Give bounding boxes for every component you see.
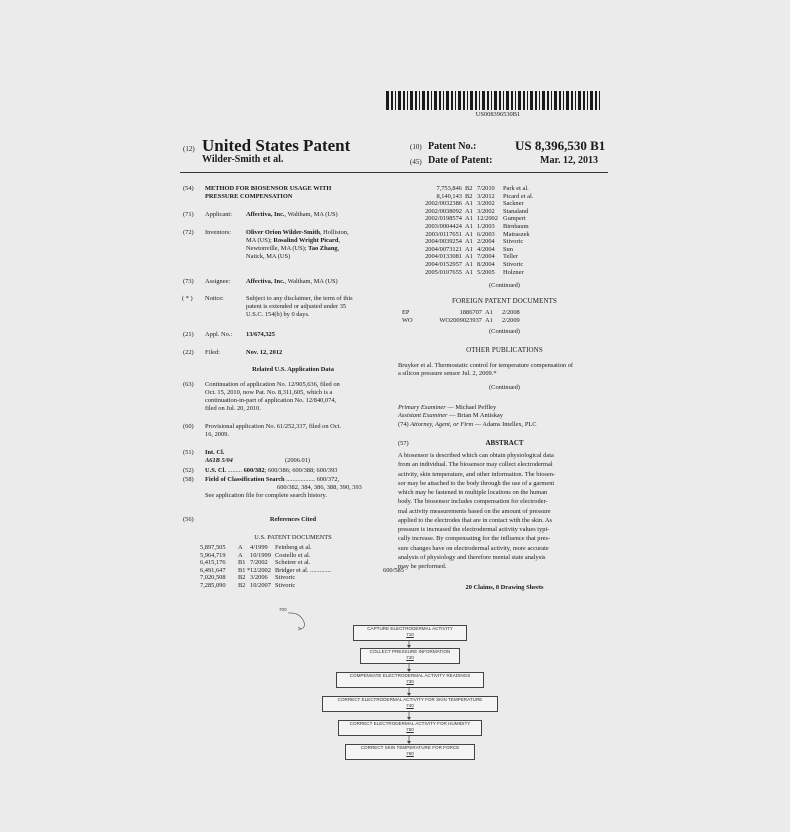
abstract-line: body. The biosensor includes compensation for electroder- [398, 498, 548, 506]
step-label: CORRECT ELECTRODERMAL ACTIVITY FOR SKIN TEMPERATURE [337, 697, 483, 702]
inventor-2: Rosalind Wright Picard [273, 237, 339, 244]
ref-kind: B1 * [238, 566, 251, 574]
other-pub-line1: Bruyker et al. Thermostatic control for temperature compensation of [398, 362, 574, 369]
ref-number: 6,415,176 [200, 559, 226, 567]
ref-number: 2003/0117651 [425, 230, 462, 238]
abstract-line: pressure is increased the electrodermal activity values typi- [398, 526, 550, 533]
date-label: Date of Patent: [428, 155, 493, 166]
applicant-name: Affectiva, Inc. [246, 211, 285, 218]
notice-line3: U.S.C. 154(b) by 0 days. [246, 311, 310, 318]
field-22-code: (22) [183, 349, 194, 356]
ref-name: Matraszek [503, 230, 530, 238]
notice-label: Notice: [205, 295, 224, 302]
ref-number: 2005/0107655 [425, 268, 462, 276]
flowchart-step [353, 625, 467, 641]
applicant-label: Applicant: [205, 211, 232, 218]
ref-class: 600/585 [383, 566, 404, 574]
ref-name: Park et al. [503, 185, 529, 192]
patent-no-label: Patent No.: [428, 141, 477, 152]
code-12: (12) [183, 145, 195, 153]
abstract-line: applied to the electrodes that are in contact with the skin. As [398, 516, 553, 524]
ref-date: 3/2006 [250, 574, 268, 582]
abstract-line: sor may be attached to the body through the use of a garment [398, 479, 555, 487]
ref-number: 5,897,505 [200, 544, 226, 551]
invention-title-line1: METHOD FOR BIOSENSOR USAGE WITH [205, 185, 332, 192]
step-number: 710 [406, 632, 414, 637]
ref-name: Bridger et al. ............. [275, 566, 331, 574]
notice-line2: patent is extended or adjusted under 35 [246, 303, 347, 310]
search-field-val1: 600/372, [316, 476, 340, 483]
field-71-code: (71) [183, 211, 194, 218]
ref-name: Stivoric [503, 261, 524, 268]
continuation-line2: Oct. 15, 2010, now Pat. No. 8,311,605, which is a [205, 389, 333, 396]
ref-number: 2004/0152957 [425, 261, 462, 268]
ref-kind: B2 [465, 192, 473, 200]
appl-no-label: Appl. No.: [205, 331, 233, 338]
ref-number: 2002/0032386 [425, 200, 462, 208]
assignee-name: Affectiva, Inc. [246, 278, 285, 285]
search-field-label: Field of Classification Search [205, 476, 285, 483]
ref-name: Stanaland [503, 207, 529, 215]
ref-number: 2004/0073121 [425, 245, 462, 253]
flowchart-step [322, 696, 498, 712]
ref-date: 4/2004 [477, 245, 495, 253]
applicant-location: , Waltham, MA (US) [284, 211, 338, 218]
ref-kind: A1 [465, 268, 473, 276]
field-52-code: (52) [183, 467, 194, 474]
ref-name: Birnbaum [503, 223, 529, 230]
continuation-line3: continuation-in-part of application No. 12/840,074, [205, 397, 337, 404]
search-field-line3: See application file for complete search history. [205, 492, 327, 499]
abstract-line: activity, skin temperature, and other information. The biosen- [398, 470, 556, 478]
us-docs-heading: U.S. PATENT DOCUMENTS [254, 534, 332, 541]
inventors-line4: Natick, MA (US) [246, 253, 291, 260]
ref-leader-arrow [298, 627, 301, 630]
assistant-examiner-name: — Brian M Antiskay [447, 412, 503, 419]
field-63-code: (63) [183, 381, 194, 388]
ref-number: 2003/0004424 [425, 223, 462, 230]
field-54-code: (54) [183, 185, 194, 192]
patent-title: United States Patent [202, 136, 351, 155]
step-label: CAPTURE ELECTRODERMAL ACTIVITY [367, 626, 453, 631]
invention-title-line2: PRESSURE COMPENSATION [205, 193, 293, 200]
field-74-code: (74) [398, 421, 409, 428]
flowchart-step [345, 744, 475, 760]
step-number: 740 [406, 703, 414, 708]
continuation-line1: Continuation of application No. 12/905,636, filed on [205, 381, 340, 388]
abstract-heading: ABSTRACT [485, 439, 524, 447]
comma: , [337, 245, 340, 252]
ref-date: 12/2002 [477, 215, 498, 223]
ref-date: 4/1999 [250, 544, 268, 551]
ref-date: 12/2002 [250, 566, 271, 574]
ref-name: Stivoric [275, 574, 296, 582]
ref-number: 2002/0038092 [425, 207, 462, 215]
provisional-line2: 16, 2009. [205, 431, 229, 438]
ref-number: WO2009023937 [439, 316, 482, 324]
step-number: 730 [406, 679, 414, 684]
abstract-line: cally increase. By compensating for the influence that pres- [398, 535, 551, 543]
ref-date: 10/2007 [250, 582, 271, 589]
appl-no-value: 13/674,325 [246, 331, 275, 338]
inventor-3: Tao Zhang [308, 245, 338, 252]
barcode-number: US008396530B1 [475, 111, 521, 118]
ref-number: 2002/0198574 [425, 215, 462, 223]
leader-dots: ......... [227, 467, 242, 474]
ref-kind: A1 [465, 215, 473, 223]
comma: , [338, 237, 341, 244]
ref-date: 8/2004 [477, 261, 495, 268]
search-field-line2: 600/382, 384, 386, 388, 390, 393 [277, 484, 362, 491]
abstract-line: sure changes have on electrodermal activity, more accurate [398, 544, 549, 552]
flowchart-step [338, 720, 482, 736]
abstract-line: A biosensor is described which can obtain physiological data [398, 452, 554, 459]
ref-office: WO [402, 316, 413, 324]
ref-date: 3/2002 [477, 207, 495, 215]
code-10: (10) [410, 143, 422, 151]
ref-date: 10/1999 [250, 551, 271, 559]
ref-kind: A1 [465, 245, 473, 253]
ref-date: 7/2004 [477, 253, 495, 261]
notice-code: ( * ) [182, 295, 193, 302]
provisional-line1: Provisional application No. 61/252,337, filed on Oct. [205, 423, 341, 430]
references-heading: References Cited [269, 516, 317, 523]
ref-number: 8,140,143 [436, 192, 462, 200]
step-label: COMPENSATE ELECTRODERMAL ACTIVITY READINGS [349, 673, 471, 678]
foreign-heading: FOREIGN PATENT DOCUMENTS [451, 297, 558, 305]
ref-kind: A [238, 544, 243, 551]
int-cl-class: A61B 5/04 [205, 457, 233, 464]
flowchart-step [336, 672, 484, 688]
ref-date: 5/2005 [477, 268, 495, 276]
attorney-label: Attorney, Agent, or Firm [410, 421, 474, 428]
abstract-line: which may be fastened in multiple locations on the human [398, 489, 548, 496]
continued-3: (Continued) [489, 384, 520, 391]
ref-number: 7,753,846 [436, 185, 462, 192]
ref-kind: A1 [485, 309, 493, 316]
inventor-1-loc2: MA (US); [246, 237, 274, 244]
step-number: 750 [406, 727, 414, 732]
filed-label: Filed: [205, 349, 220, 356]
ref-number: 2004/0039254 [425, 238, 462, 246]
step-label: CORRECT ELECTRODERMAL ACTIVITY FOR HUMIDITY [349, 721, 471, 726]
ref-kind: A1 [485, 316, 493, 324]
abstract-line: may be performed. [398, 563, 447, 570]
attorney-name: — Adams Intellex, PLC [473, 421, 537, 428]
patent-date: Mar. 12, 2013 [540, 155, 598, 166]
notice-line1: Subject to any disclaimer, the term of this [246, 295, 353, 302]
ref-leader-line [288, 613, 305, 629]
step-number: 760 [406, 751, 414, 756]
ref-kind: A1 [465, 253, 473, 261]
ref-number: 6,491,647 [200, 566, 226, 574]
other-pub-line2: a silicon pressure sensor Jul. 2, 2009.* [398, 370, 497, 377]
other-pub-heading: OTHER PUBLICATIONS [466, 346, 543, 354]
ref-name: Sun [503, 245, 513, 253]
ref-number: 7,020,508 [200, 574, 226, 582]
ref-date: 6/2003 [477, 230, 495, 238]
ref-date: 3/2002 [477, 200, 495, 208]
ref-kind: A [238, 551, 243, 559]
ref-date: 7/2002 [250, 559, 268, 567]
ref-name: Costello et al. [275, 551, 311, 559]
int-cl-label: Int. Cl. [205, 449, 225, 456]
us-cl-main: 600/382 [243, 467, 265, 474]
ref-name: Stivoric [275, 582, 296, 589]
inventor-2-loc: Newtonville, MA (US); [246, 245, 309, 252]
ref-name: Teller [503, 253, 518, 261]
patent-number: US 8,396,530 B1 [515, 138, 606, 153]
ref-name: Stivoric [503, 238, 524, 246]
ref-kind: A1 [465, 230, 473, 238]
ref-kind: A1 [465, 200, 473, 208]
ref-name: Scheirer et al. [275, 559, 311, 567]
ref-date: 3/2012 [477, 192, 495, 200]
field-56-code: (56) [183, 516, 194, 523]
field-57-code: (57) [398, 440, 409, 447]
ref-date: 1/2003 [477, 223, 495, 230]
ref-number: 7,285,090 [200, 582, 226, 589]
assignee-location: , Waltham, MA (US) [284, 278, 338, 285]
us-cl-rest: ; 600/386; 600/388; 600/393 [264, 467, 338, 474]
ref-kind: A1 [465, 207, 473, 215]
ref-date: 2/2008 [502, 309, 520, 316]
ref-date: 7/2010 [477, 185, 495, 192]
ref-number: 1886707 [459, 309, 482, 316]
primary-examiner-label: Primary Examiner [398, 404, 446, 411]
continued-1: (Continued) [489, 282, 520, 289]
assistant-examiner-label: Assistant Examiner [398, 412, 448, 419]
abstract-line: mal activity measurements based on the amount of pressure [398, 507, 551, 515]
related-heading: Related U.S. Application Data [252, 366, 334, 373]
flowchart-step [360, 648, 460, 664]
ref-date: 2/2009 [502, 316, 520, 324]
ref-kind: B2 [465, 185, 473, 192]
inventor-1: Oliver Orion Wilder-Smith [246, 229, 320, 236]
assignee-label: Assignee: [205, 278, 231, 285]
filed-value: Nov. 12, 2012 [246, 349, 283, 356]
abstract-line: from an individual. The biosensor may collect electrodermal [398, 461, 553, 469]
field-58-code: (58) [183, 476, 194, 483]
ref-name: Sackner [503, 200, 524, 208]
field-72-code: (72) [183, 229, 194, 236]
ref-kind: A1 [465, 238, 473, 246]
primary-examiner-name: — Michael Peffley [445, 404, 497, 411]
ref-name: Holzner [503, 268, 524, 276]
ref-kind: A1 [465, 261, 473, 268]
ref-name: Feinberg et al. [275, 544, 312, 551]
continuation-line4: filed on Jul. 20, 2010. [205, 405, 261, 412]
leader-dots: .................. [286, 476, 315, 483]
ref-name: Picard et al. [503, 192, 534, 200]
continued-2: (Continued) [489, 328, 520, 335]
claims-count: 20 Claims, 8 Drawing Sheets [465, 584, 544, 591]
inventors-label: Inventors: [205, 229, 231, 236]
flowchart-ref-number: 700 [279, 607, 287, 612]
step-number: 720 [406, 655, 414, 660]
ref-office: EP [402, 309, 410, 316]
int-cl-year: (2006.01) [285, 457, 311, 464]
field-60-code: (60) [183, 423, 194, 430]
step-label: CORRECT SKIN TEMPERATURE FOR FORCE [360, 745, 460, 750]
code-45: (45) [410, 158, 422, 166]
ref-kind: B2 [238, 582, 246, 589]
field-73-code: (73) [183, 278, 194, 285]
us-cl-label: U.S. Cl. [205, 467, 226, 474]
ref-name: Gumpert [503, 215, 526, 223]
ref-kind: A1 [465, 223, 473, 230]
ref-kind: B2 [238, 574, 246, 582]
ref-number: 5,964,719 [200, 551, 226, 559]
inventor-short: Wilder-Smith et al. [202, 154, 284, 165]
field-21-code: (21) [183, 331, 194, 338]
field-51-code: (51) [183, 449, 194, 456]
step-label: COLLECT PRESSURE INFORMATION [369, 649, 451, 654]
inventor-1-loc: , Holliston, [319, 229, 349, 236]
abstract-line: analysis of physiology and therefore mental state analysis [398, 553, 546, 561]
ref-date: 2/2004 [477, 238, 495, 246]
ref-number: 2004/0133081 [425, 253, 462, 261]
ref-kind: B1 [238, 559, 246, 567]
